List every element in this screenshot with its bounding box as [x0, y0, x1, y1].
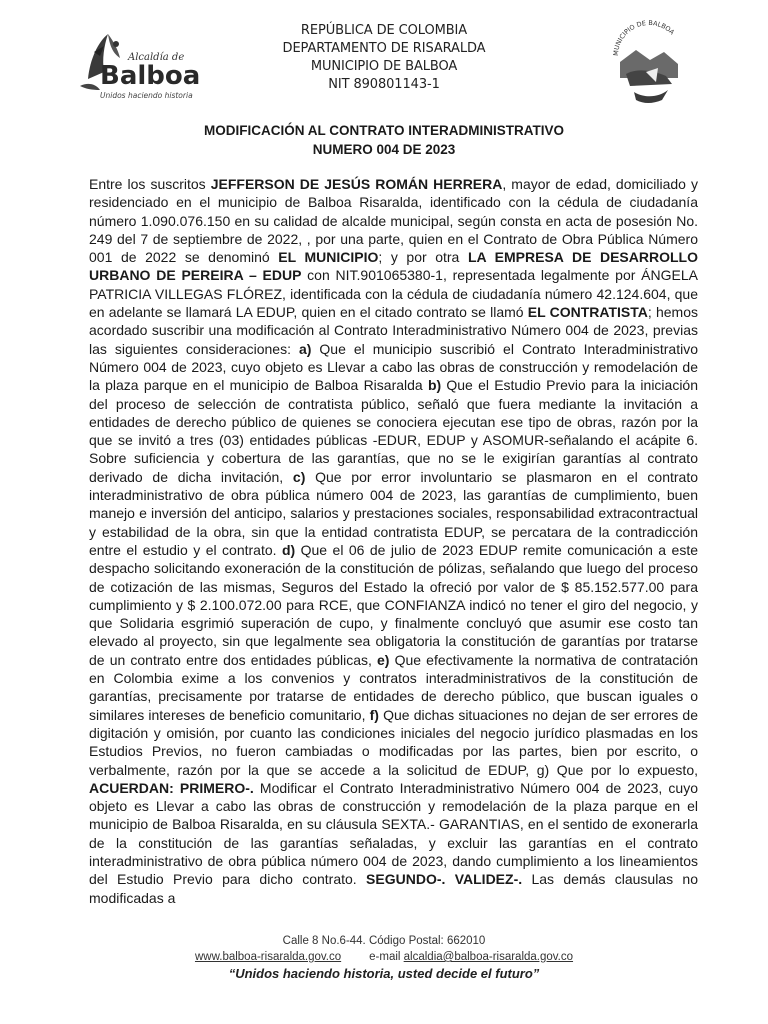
- contract-paragraph: [89, 175, 698, 907]
- text-segment: Que efectivamente la normativa de contratación en Colombia exime a los convenios y contratos interadministrativos de la constitución de garantías, precisamente por tratarse de entidades de derecho público, que buscan iguales o similares intereses de beneficio comunitario,: [89, 651, 698, 723]
- svg-text:MUNICIPIO DE BALBOA: MUNICIPIO DE BALBOA: [611, 18, 677, 57]
- text-segment: Las demás clausulas no modificadas a: [89, 871, 698, 906]
- clause-marker-f: f): [369, 706, 379, 723]
- clause-marker-b: b): [427, 377, 442, 394]
- mayor-name: JEFFERSON DE JESÚS ROMÁN HERRERA: [210, 176, 503, 192]
- party-contratista: EL CONTRATISTA: [527, 304, 648, 321]
- text-segment: con NIT.901065380-1, representada legalmente por ÁNGELA PATRICIA VILLEGAS FLÓREZ, identificada con la cédula de ciudadanía número 42.124.604, que en adelante se llamará LA EDUP, quien en el citado contrato se llamó: [89, 267, 698, 321]
- municipality-seal: [606, 12, 692, 112]
- text-segment: Que el municipio suscribió el Contrato Interadministrativo Número 004 de 2023, cuyo objeto es Llevar a cabo las obras de construcción y remodelación de la plaza parque en el municipio de Balboa Risaralda: [89, 340, 698, 394]
- letterhead: [0, 0, 768, 110]
- balboa-seal-icon: [606, 12, 692, 112]
- footer-contact: [0, 949, 768, 965]
- text-segment: Que el Estudio Previo para la iniciación del proceso de selección de contratista público, señaló que fuera mediante la invitación a entidades de derecho público de quienes se conociera ejecutan ese tipo de obras, razón por la que se invitó a tres (03) entidades públicas -EDUR, EDUP y ASOMUR-señalando el acápite 6. Sobre suficiencia y cobertura de las garantías, que no se le exigirían garantías al contrato derivado de dicha invitación,: [89, 377, 699, 485]
- agreement-primero: ACUERDAN: PRIMERO-.: [89, 779, 254, 796]
- municipality-line: MUNICIPIO DE BALBOA: [310, 59, 458, 74]
- email-link[interactable]: alcaldia@balboa-risaralda.gov.co: [403, 951, 574, 963]
- text-segment: Que dichas situaciones no dejan de ser errores de digitación y omisión, por cuanto las condiciones iniciales del negocio jurídico plasmadas en los Estudios Previos, no fueron cambiadas o modificadas por las partes, bien por escrito, o verbalmente, razón por la que se accede a la solicitud de EDUP, g) Que por lo expuesto,: [89, 706, 698, 778]
- svg-text:Unidos haciendo historia: Unidos haciendo historia: [100, 91, 193, 100]
- contract-body: [89, 175, 698, 907]
- department-line: DEPARTAMENTO DE RISARALDA: [282, 41, 486, 56]
- page-footer: [0, 933, 768, 983]
- agreement-segundo: SEGUNDO-. VALIDEZ-.: [366, 871, 523, 888]
- clause-marker-a: a): [298, 340, 312, 357]
- document-title: [0, 121, 768, 159]
- text-segment: Que por error involuntario se plasmaron en el contrato interadministrativo de obra pública número 004 de 2023, las garantías de cumplimiento, buen manejo e inversión del anticipo, salarios y prestaciones sociales, responsabilidad extracontractual y estabilidad de la obra, sin que la entidad contratista EDUP, se percatara de la contradicción entre el estudio y el contrato.: [89, 468, 698, 558]
- text-segment: ; hemos acordado suscribir una modificación al Contrato Interadministrativo Número 004 de 2023, previas las siguientes consideraciones:: [89, 304, 698, 357]
- text-segment: Modificar el Contrato Interadministrativo Número 004 de 2023, cuyo objeto es Llevar a cabo las obras de construcción y remodelación de la plaza parque en el municipio de Balboa Risaralda, en su cláusula SEXTA.- GARANTIAS, en el sentido de exonerarla de la constitución de las garantías señaladas, y excluir las garantías en el contrato interadministrativo de obra pública número 004 de 2023, dando cumplimiento a los lineamientos del Estudio Previo para dicho contrato.: [89, 779, 698, 888]
- svg-text:Alcaldía de: Alcaldía de: [128, 52, 185, 63]
- party-edup: LA EMPRESA DE DESARROLLO URBANO DE PEREIRA – EDUP: [89, 249, 698, 284]
- text-segment: Entre los suscritos: [89, 176, 211, 192]
- footer-address: Calle 8 No.6-44. Código Postal: 662010: [282, 935, 486, 947]
- clause-marker-d: d): [281, 541, 296, 558]
- website-link[interactable]: www.balboa-risaralda.gov.co: [194, 951, 342, 963]
- text-segment: ; y por otra: [378, 249, 468, 266]
- title-line-2: NUMERO 004 DE 2023: [312, 142, 456, 157]
- clause-marker-e: e): [377, 651, 390, 668]
- clause-marker-c: c): [292, 468, 306, 485]
- party-municipio: EL MUNICIPIO: [278, 249, 379, 266]
- text-segment: Que el 06 de julio de 2023 EDUP remite comunicación a este despacho solicitando exoneración de la constitución de pólizas, señalando que luego del proceso de cotización de las mismas, Seguros del Estado la ofreció por valor de $ 85.152.577.00 para cumplimiento y $ 2.100.072.00 para RCE, que CONFIANZA indicó no tener el giro del negocio, y que Solidaria esgrimió superación de cupo, y finalmente concluyó que asumir ese costo tan elevado al proyecto, sin que legalmente sea obligatoria la constitución de garantías por tratarse de un contrato entre dos entidades públicas,: [89, 541, 698, 668]
- country-line: REPÚBLICA DE COLOMBIA: [300, 23, 468, 38]
- svg-text:Balboa: Balboa: [100, 61, 201, 91]
- text-segment: , mayor de edad, domiciliado y residenciado en el municipio de Balboa Risaralda, identificado con la cédula de ciudadanía número 1.090.076.150 en su calidad de alcalde municipal, según consta en acta de posesión No. 249 del 7 de septiembre de 2022, , por una parte, quien en el Contrato de Obra Pública Número 001 de 2022 se denominó: [89, 176, 699, 266]
- balboa-logo-icon: [70, 24, 220, 109]
- email-label: e-mail: [369, 951, 401, 963]
- nit-line: NIT 890801143-1: [328, 77, 440, 92]
- title-line-1: MODIFICACIÓN AL CONTRATO INTERADMINISTRATIVO: [204, 123, 564, 138]
- government-heading: [264, 22, 504, 94]
- balboa-municipality-logo: [70, 24, 220, 109]
- footer-motto: “Unidos haciendo historia, usted decide el futuro”: [228, 966, 540, 981]
